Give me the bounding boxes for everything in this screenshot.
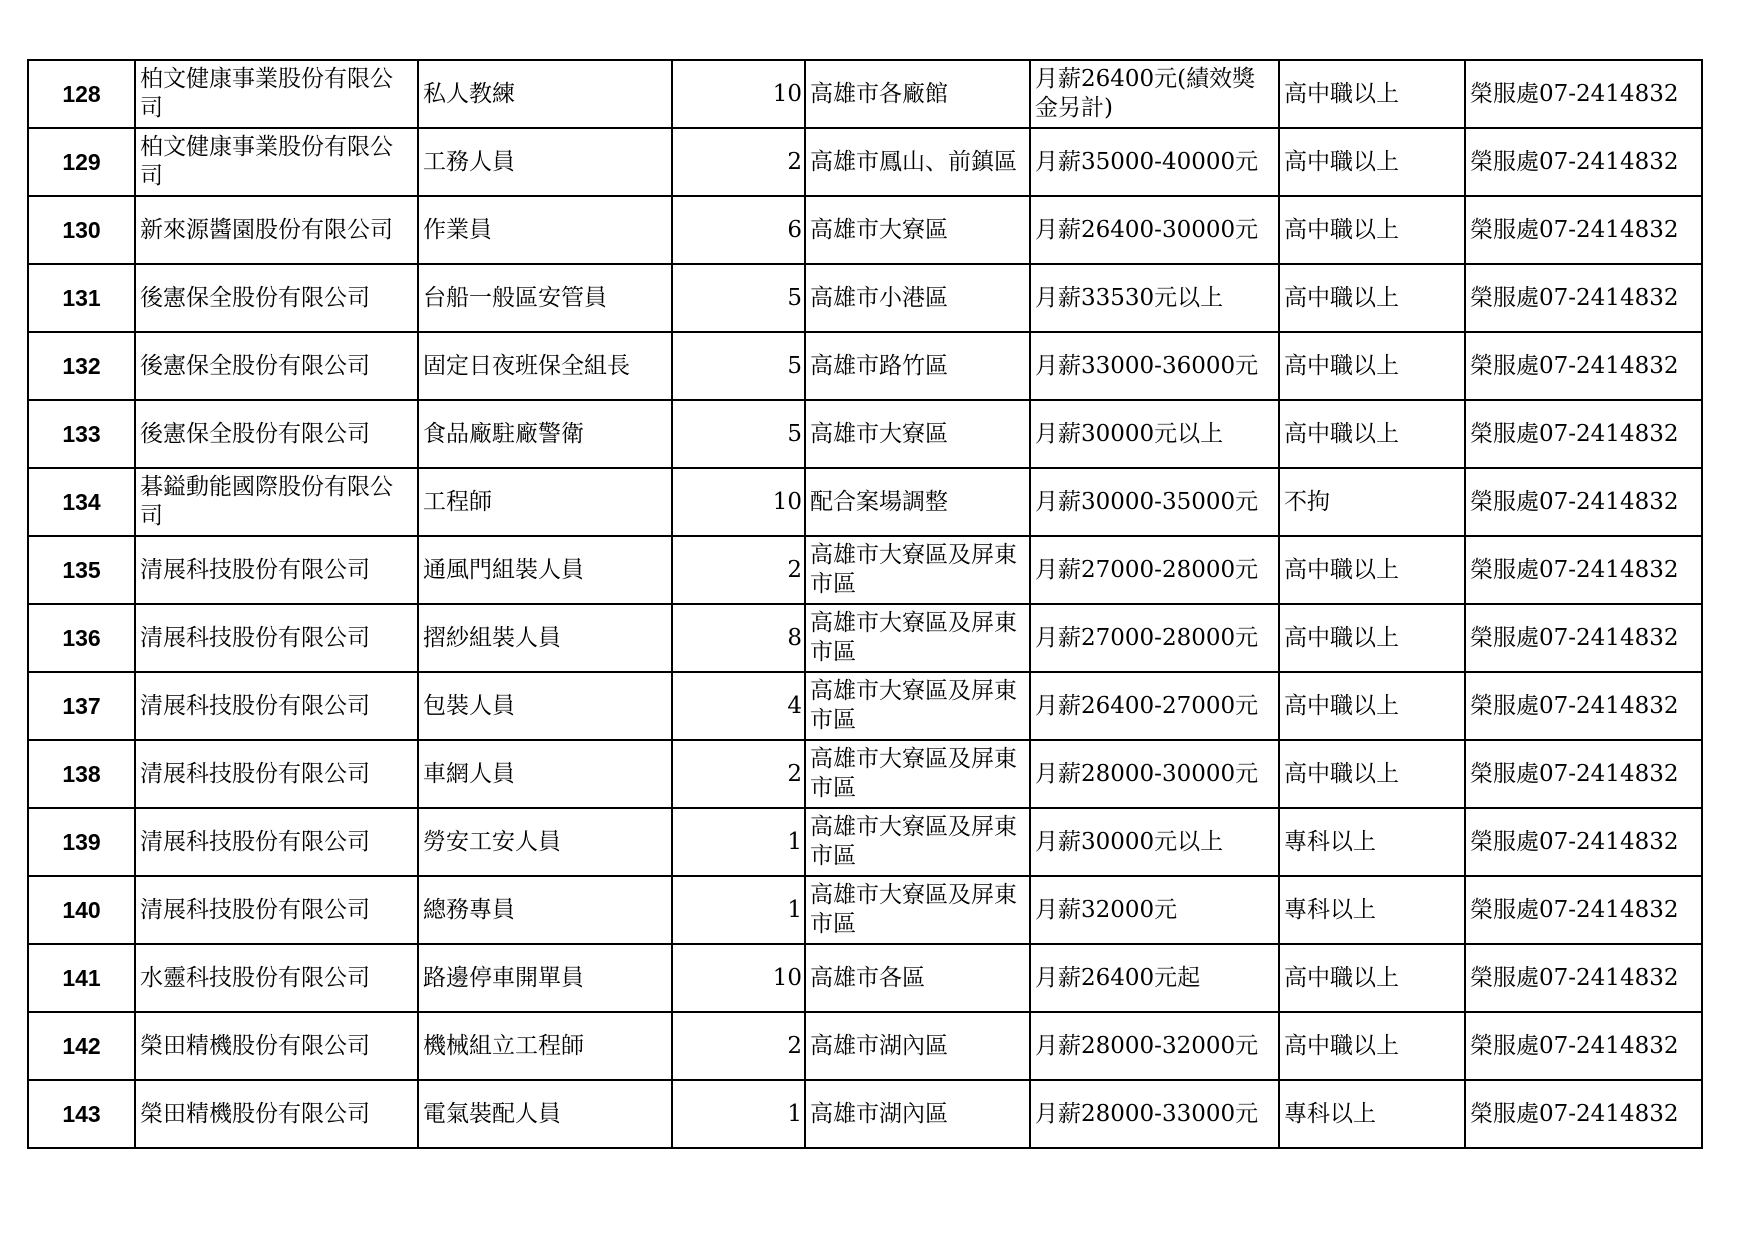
salary: 月薪32000元 bbox=[1030, 876, 1279, 944]
openings-count: 1 bbox=[672, 876, 805, 944]
table-row bbox=[28, 400, 1702, 468]
education-requirement: 高中職以上 bbox=[1279, 128, 1465, 196]
row-number: 142 bbox=[28, 1012, 135, 1080]
row-number: 132 bbox=[28, 332, 135, 400]
table-row bbox=[28, 128, 1702, 196]
work-location: 高雄市湖內區 bbox=[805, 1012, 1030, 1080]
openings-count: 6 bbox=[672, 196, 805, 264]
openings-count: 8 bbox=[672, 604, 805, 672]
openings-count: 10 bbox=[672, 60, 805, 128]
openings-count: 10 bbox=[672, 468, 805, 536]
salary: 月薪26400-27000元 bbox=[1030, 672, 1279, 740]
contact-info: 榮服處07-2414832 bbox=[1465, 944, 1702, 1012]
education-requirement: 高中職以上 bbox=[1279, 196, 1465, 264]
table-row bbox=[28, 944, 1702, 1012]
company-name: 榮田精機股份有限公司 bbox=[135, 1012, 418, 1080]
job-title: 路邊停車開單員 bbox=[418, 944, 672, 1012]
company-name: 後憲保全股份有限公司 bbox=[135, 400, 418, 468]
contact-info: 榮服處07-2414832 bbox=[1465, 740, 1702, 808]
company-name: 清展科技股份有限公司 bbox=[135, 672, 418, 740]
row-number: 134 bbox=[28, 468, 135, 536]
job-title: 包裝人員 bbox=[418, 672, 672, 740]
work-location: 高雄市鳳山、前鎮區 bbox=[805, 128, 1030, 196]
contact-info: 榮服處07-2414832 bbox=[1465, 604, 1702, 672]
education-requirement: 專科以上 bbox=[1279, 1080, 1465, 1148]
contact-info: 榮服處07-2414832 bbox=[1465, 196, 1702, 264]
salary: 月薪33000-36000元 bbox=[1030, 332, 1279, 400]
company-name: 榮田精機股份有限公司 bbox=[135, 1080, 418, 1148]
table-row bbox=[28, 1012, 1702, 1080]
education-requirement: 專科以上 bbox=[1279, 876, 1465, 944]
work-location: 高雄市大寮區及屏東市區 bbox=[805, 808, 1030, 876]
openings-count: 2 bbox=[672, 740, 805, 808]
job-title: 工程師 bbox=[418, 468, 672, 536]
openings-count: 2 bbox=[672, 536, 805, 604]
job-listing-table bbox=[27, 59, 1703, 1149]
row-number: 140 bbox=[28, 876, 135, 944]
job-title: 勞安工安人員 bbox=[418, 808, 672, 876]
table-row bbox=[28, 536, 1702, 604]
row-number: 143 bbox=[28, 1080, 135, 1148]
contact-info: 榮服處07-2414832 bbox=[1465, 1012, 1702, 1080]
contact-info: 榮服處07-2414832 bbox=[1465, 808, 1702, 876]
work-location: 高雄市大寮區及屏東市區 bbox=[805, 740, 1030, 808]
row-number: 129 bbox=[28, 128, 135, 196]
salary: 月薪30000-35000元 bbox=[1030, 468, 1279, 536]
company-name: 清展科技股份有限公司 bbox=[135, 604, 418, 672]
table-row bbox=[28, 60, 1702, 128]
work-location: 高雄市路竹區 bbox=[805, 332, 1030, 400]
job-title: 總務專員 bbox=[418, 876, 672, 944]
company-name: 清展科技股份有限公司 bbox=[135, 876, 418, 944]
row-number: 139 bbox=[28, 808, 135, 876]
education-requirement: 高中職以上 bbox=[1279, 536, 1465, 604]
row-number: 138 bbox=[28, 740, 135, 808]
job-title: 作業員 bbox=[418, 196, 672, 264]
work-location: 高雄市大寮區 bbox=[805, 196, 1030, 264]
job-title: 私人教練 bbox=[418, 60, 672, 128]
education-requirement: 高中職以上 bbox=[1279, 264, 1465, 332]
contact-info: 榮服處07-2414832 bbox=[1465, 264, 1702, 332]
contact-info: 榮服處07-2414832 bbox=[1465, 60, 1702, 128]
job-title: 電氣裝配人員 bbox=[418, 1080, 672, 1148]
row-number: 137 bbox=[28, 672, 135, 740]
contact-info: 榮服處07-2414832 bbox=[1465, 400, 1702, 468]
company-name: 新來源醬園股份有限公司 bbox=[135, 196, 418, 264]
table-row bbox=[28, 332, 1702, 400]
education-requirement: 不拘 bbox=[1279, 468, 1465, 536]
contact-info: 榮服處07-2414832 bbox=[1465, 332, 1702, 400]
education-requirement: 高中職以上 bbox=[1279, 944, 1465, 1012]
job-title: 摺紗組裝人員 bbox=[418, 604, 672, 672]
table-row bbox=[28, 264, 1702, 332]
salary: 月薪27000-28000元 bbox=[1030, 536, 1279, 604]
openings-count: 5 bbox=[672, 264, 805, 332]
table-row bbox=[28, 196, 1702, 264]
salary: 月薪28000-33000元 bbox=[1030, 1080, 1279, 1148]
work-location: 高雄市湖內區 bbox=[805, 1080, 1030, 1148]
work-location: 配合案場調整 bbox=[805, 468, 1030, 536]
table-row bbox=[28, 604, 1702, 672]
job-title: 車網人員 bbox=[418, 740, 672, 808]
education-requirement: 高中職以上 bbox=[1279, 400, 1465, 468]
openings-count: 1 bbox=[672, 808, 805, 876]
job-title: 通風門組裝人員 bbox=[418, 536, 672, 604]
openings-count: 10 bbox=[672, 944, 805, 1012]
company-name: 碁鎰動能國際股份有限公司 bbox=[135, 468, 418, 536]
company-name: 後憲保全股份有限公司 bbox=[135, 264, 418, 332]
company-name: 柏文健康事業股份有限公司 bbox=[135, 60, 418, 128]
contact-info: 榮服處07-2414832 bbox=[1465, 128, 1702, 196]
salary: 月薪33530元以上 bbox=[1030, 264, 1279, 332]
work-location: 高雄市大寮區及屏東市區 bbox=[805, 536, 1030, 604]
contact-info: 榮服處07-2414832 bbox=[1465, 1080, 1702, 1148]
table-row bbox=[28, 740, 1702, 808]
company-name: 後憲保全股份有限公司 bbox=[135, 332, 418, 400]
openings-count: 5 bbox=[672, 400, 805, 468]
openings-count: 1 bbox=[672, 1080, 805, 1148]
openings-count: 4 bbox=[672, 672, 805, 740]
education-requirement: 高中職以上 bbox=[1279, 604, 1465, 672]
table-row bbox=[28, 672, 1702, 740]
education-requirement: 高中職以上 bbox=[1279, 1012, 1465, 1080]
salary: 月薪27000-28000元 bbox=[1030, 604, 1279, 672]
job-title: 機械組立工程師 bbox=[418, 1012, 672, 1080]
salary: 月薪35000-40000元 bbox=[1030, 128, 1279, 196]
work-location: 高雄市大寮區及屏東市區 bbox=[805, 672, 1030, 740]
openings-count: 5 bbox=[672, 332, 805, 400]
row-number: 141 bbox=[28, 944, 135, 1012]
work-location: 高雄市大寮區 bbox=[805, 400, 1030, 468]
company-name: 水靈科技股份有限公司 bbox=[135, 944, 418, 1012]
salary: 月薪26400元起 bbox=[1030, 944, 1279, 1012]
job-title: 台船一般區安管員 bbox=[418, 264, 672, 332]
salary: 月薪28000-30000元 bbox=[1030, 740, 1279, 808]
contact-info: 榮服處07-2414832 bbox=[1465, 876, 1702, 944]
table-row bbox=[28, 876, 1702, 944]
salary: 月薪26400元(績效獎金另計) bbox=[1030, 60, 1279, 128]
work-location: 高雄市各區 bbox=[805, 944, 1030, 1012]
work-location: 高雄市小港區 bbox=[805, 264, 1030, 332]
table-row bbox=[28, 468, 1702, 536]
table-row bbox=[28, 808, 1702, 876]
openings-count: 2 bbox=[672, 1012, 805, 1080]
company-name: 清展科技股份有限公司 bbox=[135, 808, 418, 876]
row-number: 135 bbox=[28, 536, 135, 604]
row-number: 136 bbox=[28, 604, 135, 672]
education-requirement: 高中職以上 bbox=[1279, 740, 1465, 808]
job-title: 工務人員 bbox=[418, 128, 672, 196]
row-number: 128 bbox=[28, 60, 135, 128]
company-name: 柏文健康事業股份有限公司 bbox=[135, 128, 418, 196]
education-requirement: 高中職以上 bbox=[1279, 332, 1465, 400]
contact-info: 榮服處07-2414832 bbox=[1465, 536, 1702, 604]
company-name: 清展科技股份有限公司 bbox=[135, 740, 418, 808]
openings-count: 2 bbox=[672, 128, 805, 196]
education-requirement: 專科以上 bbox=[1279, 808, 1465, 876]
work-location: 高雄市大寮區及屏東市區 bbox=[805, 604, 1030, 672]
salary: 月薪30000元以上 bbox=[1030, 400, 1279, 468]
contact-info: 榮服處07-2414832 bbox=[1465, 468, 1702, 536]
row-number: 133 bbox=[28, 400, 135, 468]
salary: 月薪26400-30000元 bbox=[1030, 196, 1279, 264]
row-number: 130 bbox=[28, 196, 135, 264]
salary: 月薪30000元以上 bbox=[1030, 808, 1279, 876]
table-row bbox=[28, 1080, 1702, 1148]
education-requirement: 高中職以上 bbox=[1279, 672, 1465, 740]
contact-info: 榮服處07-2414832 bbox=[1465, 672, 1702, 740]
work-location: 高雄市大寮區及屏東市區 bbox=[805, 876, 1030, 944]
work-location: 高雄市各廠館 bbox=[805, 60, 1030, 128]
company-name: 清展科技股份有限公司 bbox=[135, 536, 418, 604]
table-body bbox=[28, 60, 1702, 1148]
job-title: 食品廠駐廠警衛 bbox=[418, 400, 672, 468]
education-requirement: 高中職以上 bbox=[1279, 60, 1465, 128]
row-number: 131 bbox=[28, 264, 135, 332]
job-title: 固定日夜班保全組長 bbox=[418, 332, 672, 400]
salary: 月薪28000-32000元 bbox=[1030, 1012, 1279, 1080]
